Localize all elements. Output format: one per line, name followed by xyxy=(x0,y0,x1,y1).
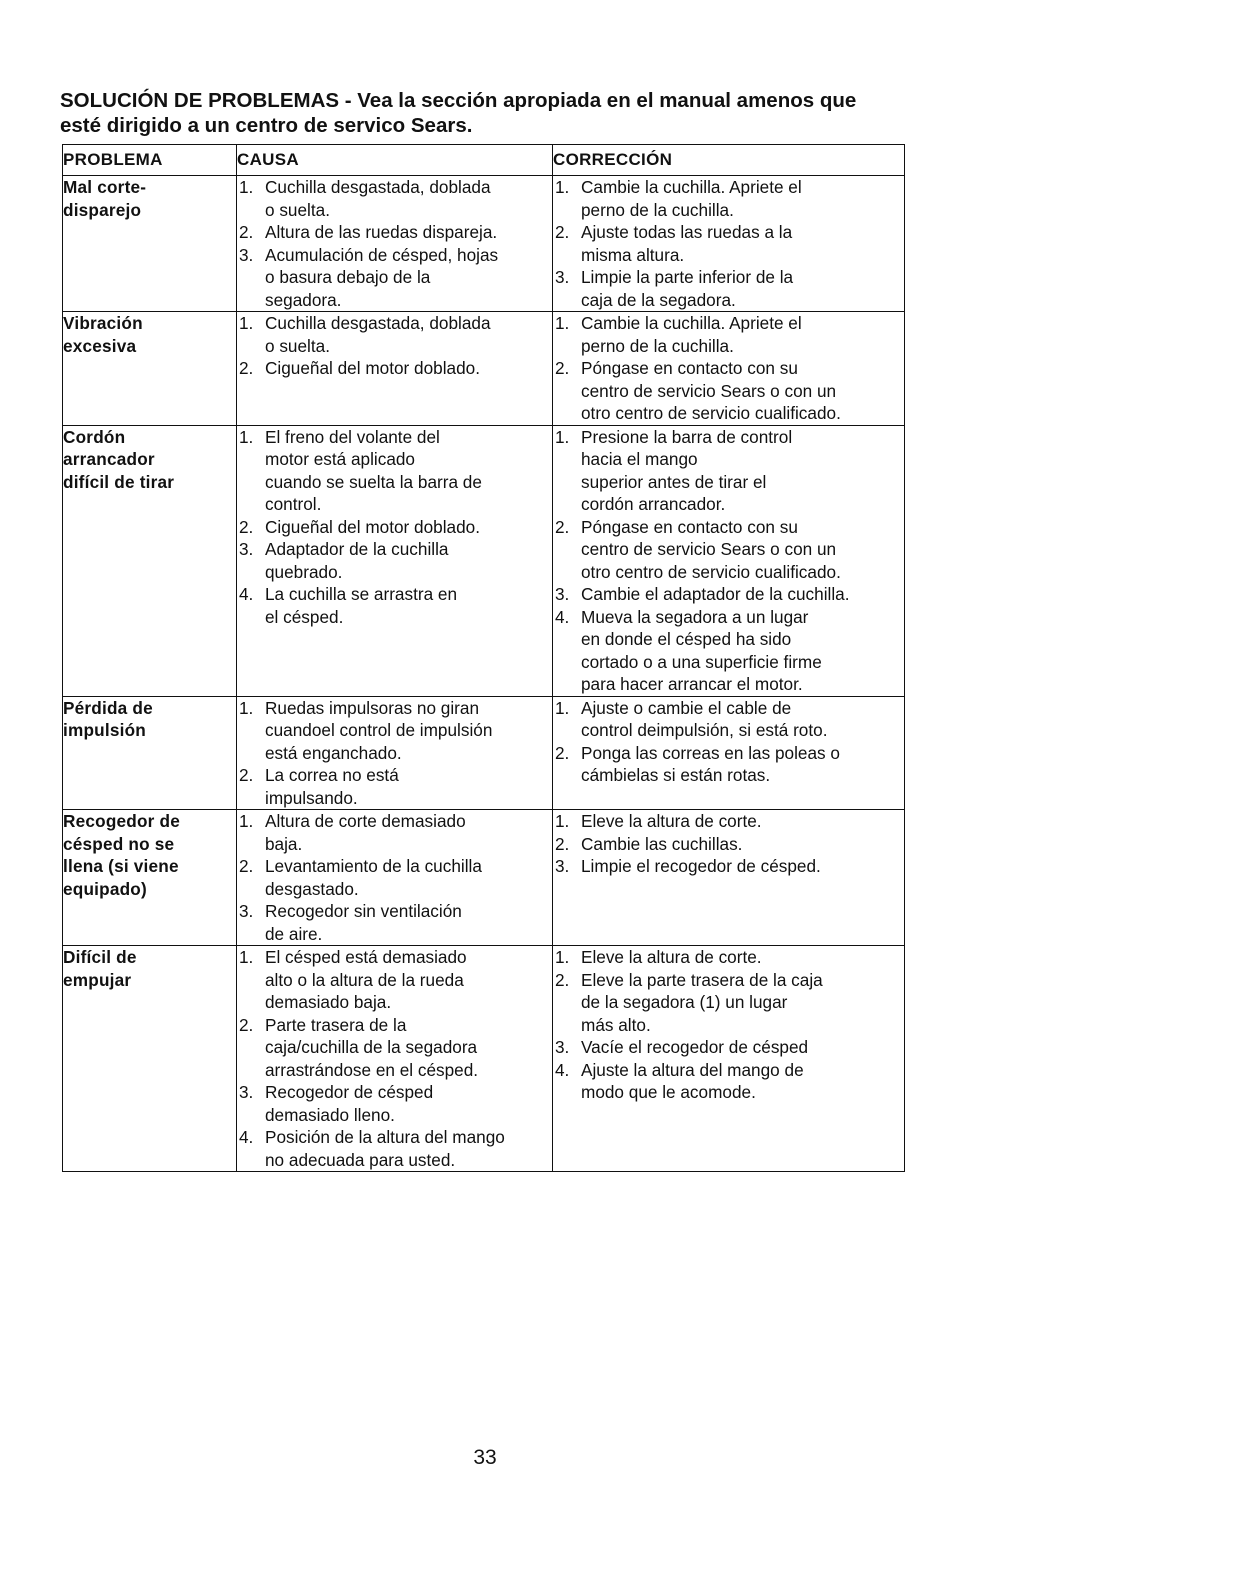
table-row xyxy=(63,810,905,946)
problem-text-line: impulsión xyxy=(63,720,146,740)
cause-text-line: no adecuada para usted. xyxy=(265,1149,456,1170)
problem-text-line: disparejo xyxy=(63,199,142,220)
page-heading xyxy=(60,88,920,138)
correction-text-line: Ajuste la altura del mango de xyxy=(581,1059,804,1080)
correction-text-line: de la segadora (1) un lugar xyxy=(581,992,788,1012)
problem-cell xyxy=(63,946,237,1172)
item-number: 2. xyxy=(555,833,570,854)
table-row xyxy=(63,176,905,312)
cause-text-line: La cuchilla se arrastra en xyxy=(265,584,458,604)
cause-list xyxy=(237,426,552,629)
problem-text-line: empujar xyxy=(63,969,132,990)
item-number: 3. xyxy=(555,584,570,604)
item-number: 2. xyxy=(239,222,254,242)
table-body xyxy=(63,176,905,1172)
list-item xyxy=(553,606,904,696)
problem-text-line: Cordón xyxy=(63,426,126,447)
problem-cell xyxy=(63,810,237,946)
list-item xyxy=(237,810,552,855)
correction-cell xyxy=(553,312,905,426)
correction-list xyxy=(553,697,904,787)
table-row xyxy=(63,425,905,696)
item-number: 2. xyxy=(555,516,570,537)
correction-text-line: Cambie el adaptador de la cuchilla. xyxy=(581,584,850,604)
item-number: 4. xyxy=(555,606,570,627)
table-header-row xyxy=(63,145,905,176)
list-item xyxy=(553,516,904,584)
correction-text-line: misma altura. xyxy=(581,244,685,265)
cause-text-line: cuando se suelta la barra de xyxy=(265,471,482,492)
cause-text-line: motor está aplicado xyxy=(265,449,415,469)
list-item xyxy=(553,1036,904,1059)
cause-text-line: caja/cuchilla de la segadora xyxy=(265,1037,478,1057)
correction-text-line: caja de la segadora. xyxy=(581,289,736,310)
correction-list xyxy=(553,810,904,878)
item-number: 3. xyxy=(239,244,254,265)
list-item xyxy=(237,946,552,1014)
problem-text-line: llena (si viene xyxy=(63,856,179,876)
cause-cell xyxy=(237,810,553,946)
problem-cell xyxy=(63,425,237,696)
item-number: 2. xyxy=(239,1014,254,1035)
table-row xyxy=(63,696,905,810)
cause-text-line: Altura de corte demasiado xyxy=(265,811,466,831)
item-number: 1. xyxy=(555,313,570,333)
heading-line-2: esté dirigido a un centro de servico Sears. xyxy=(60,114,473,137)
problem-cell xyxy=(63,312,237,426)
cause-text-line: Recogedor de césped xyxy=(265,1082,434,1102)
correction-text-line: Eleve la parte trasera de la caja xyxy=(581,969,823,990)
cause-text-line: Cigueñal del motor doblado. xyxy=(265,516,480,537)
correction-text-line: perno de la cuchilla. xyxy=(581,199,734,220)
cause-text-line: Altura de las ruedas dispareja. xyxy=(265,222,498,242)
list-item xyxy=(553,266,904,311)
cause-text-line: desgastado. xyxy=(265,878,359,899)
problem-text-line: Vibración xyxy=(63,313,143,333)
cause-text-line: Cuchilla desgastada, doblada xyxy=(265,313,491,333)
list-item xyxy=(237,1014,552,1082)
item-number: 4. xyxy=(555,1059,570,1080)
correction-text-line: más alto. xyxy=(581,1014,651,1035)
cause-text-line: demasiado lleno. xyxy=(265,1104,395,1125)
correction-text-line: centro de servicio Sears o con un xyxy=(581,539,837,559)
correction-text-line: Ajuste todas las ruedas a la xyxy=(581,222,793,242)
header-correction: CORRECCIÓN xyxy=(553,145,905,176)
correction-text-line: Mueva la segadora a un lugar xyxy=(581,606,809,627)
cause-text-line: El césped está demasiado xyxy=(265,947,467,967)
header-cause: CAUSA xyxy=(237,145,553,176)
item-number: 1. xyxy=(239,947,254,967)
cause-text-line: cuandoel control de impulsión xyxy=(265,720,493,740)
item-number: 1. xyxy=(555,177,570,197)
cause-text-line: baja. xyxy=(265,833,303,854)
list-item xyxy=(237,900,552,945)
list-item xyxy=(237,176,552,221)
correction-text-line: modo que le acomode. xyxy=(581,1082,756,1102)
list-item xyxy=(237,1081,552,1126)
item-number: 2. xyxy=(555,969,570,990)
list-item xyxy=(553,855,904,878)
cause-text-line: quebrado. xyxy=(265,561,343,582)
cause-text-line: La correa no está xyxy=(265,765,399,785)
cause-text-line: Recogedor sin ventilación xyxy=(265,901,462,921)
correction-text-line: Cambie las cuchillas. xyxy=(581,833,743,854)
heading-line-1: SOLUCIÓN DE PROBLEMAS - Vea la sección apropiada en el manual amenos que xyxy=(60,89,857,112)
cause-text-line: El freno del volante del xyxy=(265,426,440,447)
correction-text-line: Ajuste o cambie el cable de xyxy=(581,697,792,718)
cause-list xyxy=(237,697,552,810)
correction-text-line: para hacer arrancar el motor. xyxy=(581,674,803,694)
cause-text-line: de aire. xyxy=(265,923,323,944)
troubleshooting-table xyxy=(62,144,905,1172)
cause-cell xyxy=(237,425,553,696)
item-number: 1. xyxy=(239,697,254,718)
list-item xyxy=(237,583,552,628)
cause-list xyxy=(237,176,552,311)
list-item xyxy=(553,176,904,221)
list-item xyxy=(553,742,904,787)
item-number: 2. xyxy=(555,742,570,763)
correction-cell xyxy=(553,425,905,696)
list-item xyxy=(553,426,904,516)
cause-text-line: demasiado baja. xyxy=(265,992,392,1012)
cause-text-line: Posición de la altura del mango xyxy=(265,1127,505,1147)
item-number: 1. xyxy=(239,426,254,447)
item-number: 1. xyxy=(239,177,254,197)
list-item xyxy=(553,221,904,266)
cause-text-line: segadora. xyxy=(265,289,342,310)
cause-text-line: Parte trasera de la xyxy=(265,1014,407,1035)
item-number: 3. xyxy=(239,1082,254,1102)
list-item xyxy=(237,855,552,900)
correction-text-line: en donde el césped ha sido xyxy=(581,629,792,649)
cause-text-line: o suelta. xyxy=(265,335,330,356)
item-number: 2. xyxy=(555,222,570,242)
item-number: 3. xyxy=(555,1037,570,1057)
correction-text-line: Póngase en contacto con su xyxy=(581,516,798,537)
table-row xyxy=(63,312,905,426)
list-item xyxy=(553,1059,904,1104)
cause-text-line: o suelta. xyxy=(265,199,330,220)
correction-text-line: Ponga las correas en las poleas o xyxy=(581,742,840,763)
correction-text-line: Presione la barra de control xyxy=(581,426,793,447)
list-item xyxy=(237,697,552,765)
correction-cell xyxy=(553,810,905,946)
correction-text-line: otro centro de servicio cualificado. xyxy=(581,403,841,423)
problem-text-line: difícil de tirar xyxy=(63,471,175,492)
item-number: 2. xyxy=(239,516,254,537)
list-item xyxy=(237,764,552,809)
correction-text-line: cordón arrancador. xyxy=(581,494,726,514)
list-item xyxy=(237,221,552,244)
cause-text-line: Acumulación de césped, hojas xyxy=(265,244,499,265)
cause-text-line: o basura debajo de la xyxy=(265,267,431,287)
cause-text-line: está enganchado. xyxy=(265,742,402,763)
cause-text-line: impulsando. xyxy=(265,787,358,808)
list-item xyxy=(237,426,552,516)
cause-text-line: Cuchilla desgastada, doblada xyxy=(265,177,491,197)
correction-text-line: superior antes de tirar el xyxy=(581,471,767,492)
cause-cell xyxy=(237,696,553,810)
item-number: 2. xyxy=(239,765,254,785)
cause-cell xyxy=(237,946,553,1172)
cause-text-line: Levantamiento de la cuchilla xyxy=(265,856,482,876)
cause-text-line: Ruedas impulsoras no giran xyxy=(265,697,480,718)
problem-text-line: Pérdida de xyxy=(63,697,153,718)
item-number: 3. xyxy=(555,856,570,876)
problem-text-line: césped no se xyxy=(63,833,175,854)
correction-text-line: Limpie el recogedor de césped. xyxy=(581,856,821,876)
item-number: 1. xyxy=(555,426,570,447)
item-number: 4. xyxy=(239,1127,254,1147)
problem-text-line: arrancador xyxy=(63,449,155,469)
correction-list xyxy=(553,312,904,425)
correction-text-line: control deimpulsión, si está roto. xyxy=(581,720,828,740)
correction-text-line: Eleve la altura de corte. xyxy=(581,947,762,967)
problem-text-line: excesiva xyxy=(63,335,137,356)
correction-text-line: cámbielas si están rotas. xyxy=(581,765,771,785)
correction-text-line: Cambie la cuchilla. Apriete el xyxy=(581,177,802,197)
correction-text-line: otro centro de servicio cualificado. xyxy=(581,561,841,582)
problem-text-line: equipado) xyxy=(63,878,147,899)
list-item xyxy=(237,1126,552,1171)
header-problem: PROBLEMA xyxy=(63,145,237,176)
correction-list xyxy=(553,426,904,696)
list-item xyxy=(553,833,904,856)
item-number: 3. xyxy=(239,901,254,921)
correction-text-line: Cambie la cuchilla. Apriete el xyxy=(581,313,802,333)
list-item xyxy=(237,244,552,312)
correction-text-line: centro de servicio Sears o con un xyxy=(581,380,837,401)
correction-text-line: hacia el mango xyxy=(581,449,698,469)
problem-text-line: Difícil de xyxy=(63,947,137,967)
list-item xyxy=(553,357,904,425)
list-item xyxy=(553,946,904,969)
page-number: 33 xyxy=(473,1446,497,1469)
list-item xyxy=(553,583,904,606)
problem-text-line: Recogedor de xyxy=(63,811,181,831)
cause-text-line: el césped. xyxy=(265,606,344,627)
item-number: 2. xyxy=(239,358,254,378)
list-item xyxy=(553,969,904,1037)
item-number: 3. xyxy=(555,267,570,287)
correction-text-line: Eleve la altura de corte. xyxy=(581,811,762,831)
correction-list xyxy=(553,946,904,1104)
problem-cell xyxy=(63,176,237,312)
list-item xyxy=(553,312,904,357)
cause-list xyxy=(237,810,552,945)
list-item xyxy=(237,538,552,583)
cause-cell xyxy=(237,176,553,312)
correction-text-line: perno de la cuchilla. xyxy=(581,335,734,356)
list-item xyxy=(237,312,552,357)
item-number: 2. xyxy=(555,358,570,378)
list-item xyxy=(553,810,904,833)
correction-cell xyxy=(553,946,905,1172)
list-item xyxy=(553,697,904,742)
correction-text-line: Vacíe el recogedor de césped xyxy=(581,1037,809,1057)
problem-cell xyxy=(63,696,237,810)
cause-text-line: alto o la altura de la rueda xyxy=(265,969,464,990)
list-item xyxy=(237,357,552,380)
item-number: 1. xyxy=(555,811,570,831)
cause-text-line: Adaptador de la cuchilla xyxy=(265,539,449,559)
item-number: 1. xyxy=(239,313,254,333)
item-number: 3. xyxy=(239,539,254,559)
correction-text-line: cortado o a una superficie firme xyxy=(581,651,822,672)
item-number: 1. xyxy=(555,947,570,967)
cause-text-line: control. xyxy=(265,494,322,514)
cause-cell xyxy=(237,312,553,426)
correction-cell xyxy=(553,176,905,312)
table-row xyxy=(63,946,905,1172)
correction-text-line: Póngase en contacto con su xyxy=(581,358,798,378)
cause-text-line: Cigueñal del motor doblado. xyxy=(265,358,480,378)
correction-cell xyxy=(553,696,905,810)
correction-list xyxy=(553,176,904,311)
list-item xyxy=(237,516,552,539)
item-number: 2. xyxy=(239,856,254,876)
correction-text-line: Limpie la parte inferior de la xyxy=(581,267,794,287)
item-number: 1. xyxy=(555,697,570,718)
problem-text-line: Mal corte- xyxy=(63,177,147,197)
item-number: 4. xyxy=(239,584,254,604)
cause-text-line: arrastrándose en el césped. xyxy=(265,1059,479,1080)
cause-list xyxy=(237,312,552,380)
cause-list xyxy=(237,946,552,1171)
item-number: 1. xyxy=(239,811,254,831)
